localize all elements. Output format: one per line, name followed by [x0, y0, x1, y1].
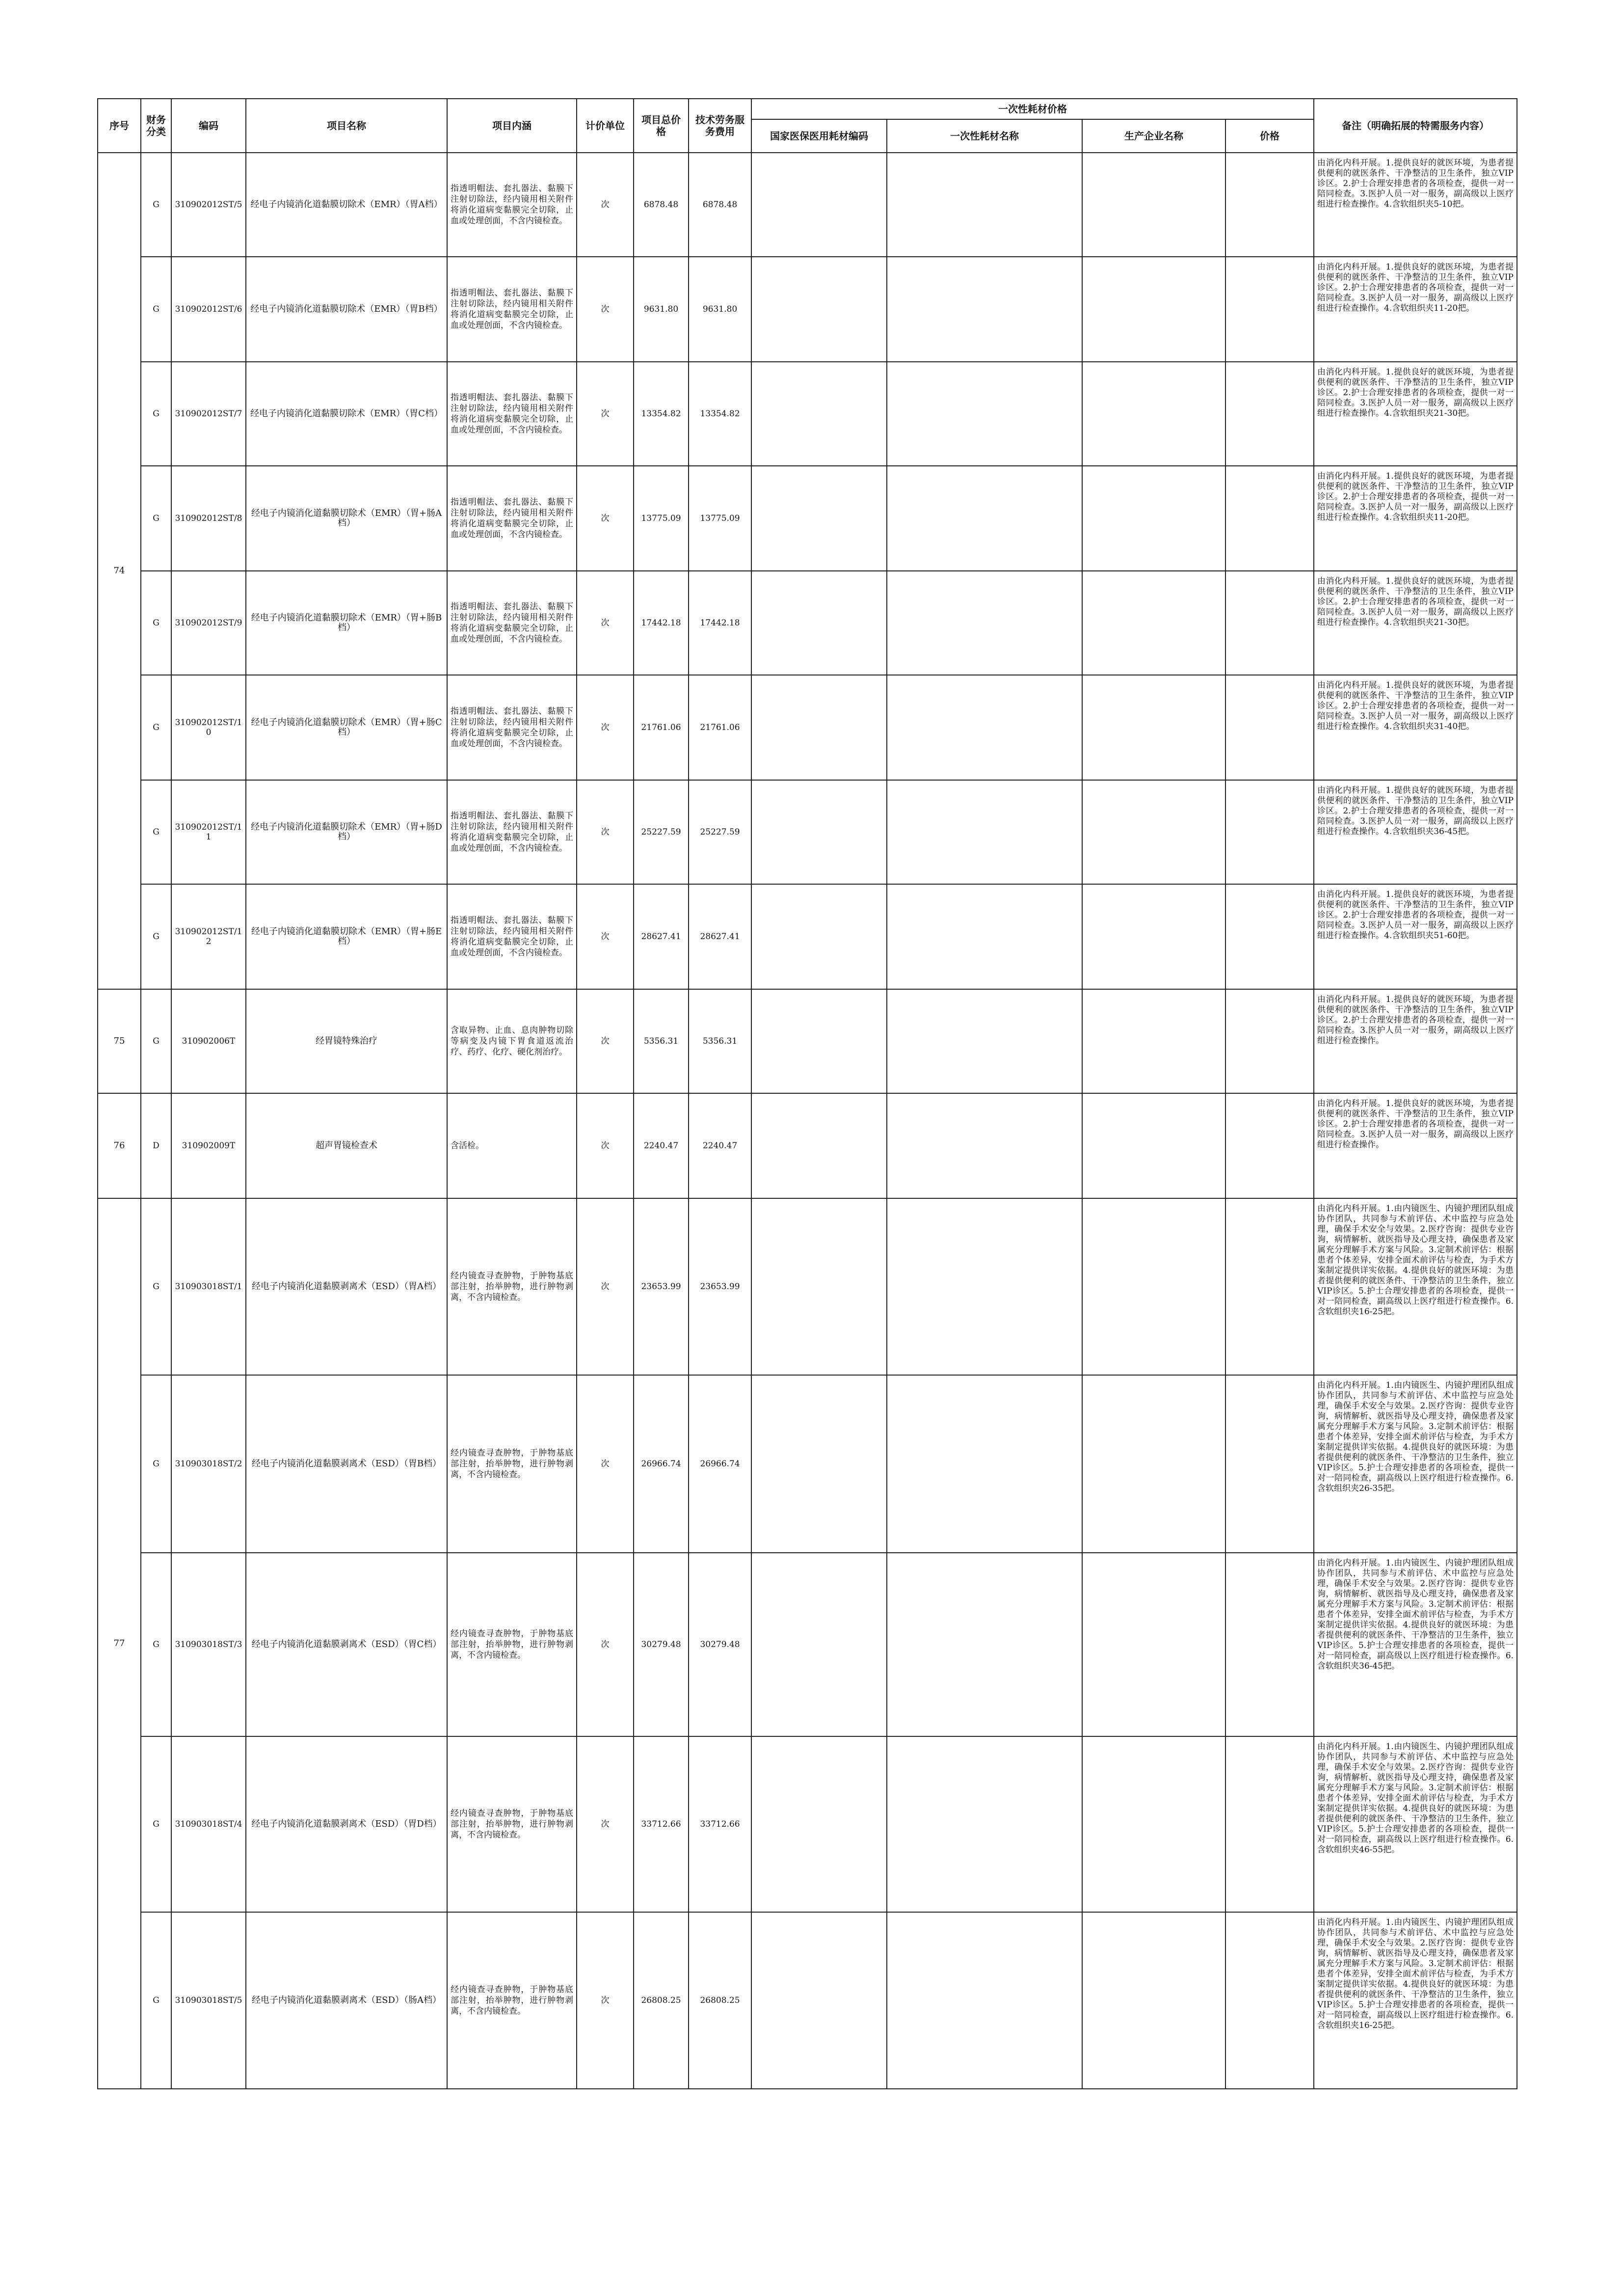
total-price-cell: 30279.48 [634, 1553, 689, 1736]
category-cell: G [141, 1553, 171, 1736]
code-cell: 310902012ST/9 [171, 571, 246, 675]
category-cell: G [141, 1375, 171, 1553]
total-price-cell: 26966.74 [634, 1375, 689, 1553]
consumable-name-cell [887, 466, 1082, 571]
unit-cell: 次 [577, 1912, 634, 2089]
manufacturer-cell [1082, 362, 1225, 466]
content-cell: 指透明帽法、套扎器法、黏膜下注射切除法，经内镜用相关附件将消化道病变黏膜完全切除，止血或处理创面，不含内镜检查。 [447, 153, 577, 257]
table-row [98, 1736, 1517, 1912]
consumable-name-cell [887, 1912, 1082, 2089]
category-cell: G [141, 153, 171, 257]
remark-cell: 由消化内科开展。1.提供良好的就医环境，为患者提供便利的就医条件、干净整洁的卫生条件，独立VIP诊区。2.护士合理安排患者的各项检查，提供一对一陪同检查。3.医护人员一对一服务，副高级以上医疗组进行检查操作。4.含软组织夹31-40把。 [1314, 675, 1517, 780]
price-cell [1225, 571, 1314, 675]
header-unit: 计价单位 [577, 99, 634, 153]
manufacturer-cell [1082, 780, 1225, 884]
category-cell: G [141, 675, 171, 780]
header-manufacturer: 生产企业名称 [1082, 119, 1225, 153]
content-cell: 指透明帽法、套扎器法、黏膜下注射切除法，经内镜用相关附件将消化道病变黏膜完全切除，止血或处理创面，不含内镜检查。 [447, 571, 577, 675]
price-cell [1225, 780, 1314, 884]
unit-cell: 次 [577, 362, 634, 466]
manufacturer-cell [1082, 989, 1225, 1093]
name-cell: 经电子内镜消化道黏膜切除术（EMR）（胃+肠A档） [246, 466, 447, 571]
category-cell: G [141, 1198, 171, 1375]
remark-cell: 由消化内科开展。1.提供良好的就医环境，为患者提供便利的就医条件、干净整洁的卫生条件，独立VIP诊区。2.护士合理安排患者的各项检查，提供一对一陪同检查。3.医护人员一对一服务，副高级以上医疗组进行检查操作。4.含软组织夹5-10把。 [1314, 153, 1517, 257]
unit-cell: 次 [577, 675, 634, 780]
nhsa-code-cell [751, 362, 887, 466]
labor-fee-cell: 26808.25 [689, 1912, 751, 2089]
nhsa-code-cell [751, 1198, 887, 1375]
labor-fee-cell: 5356.31 [689, 989, 751, 1093]
name-cell: 经电子内镜消化道黏膜剥离术（ESD）（肠A档） [246, 1912, 447, 2089]
content-cell: 指透明帽法、套扎器法、黏膜下注射切除法，经内镜用相关附件将消化道病变黏膜完全切除，止血或处理创面，不含内镜检查。 [447, 780, 577, 884]
price-cell [1225, 153, 1314, 257]
price-cell [1225, 1093, 1314, 1198]
unit-cell: 次 [577, 1736, 634, 1912]
consumable-name-cell [887, 153, 1082, 257]
content-cell: 指透明帽法、套扎器法、黏膜下注射切除法，经内镜用相关附件将消化道病变黏膜完全切除，止血或处理创面，不含内镜检查。 [447, 884, 577, 989]
total-price-cell: 25227.59 [634, 780, 689, 884]
unit-cell: 次 [577, 571, 634, 675]
price-table [97, 98, 1517, 2089]
code-cell: 310902012ST/11 [171, 780, 246, 884]
labor-fee-cell: 30279.48 [689, 1553, 751, 1736]
manufacturer-cell [1082, 571, 1225, 675]
nhsa-code-cell [751, 1375, 887, 1553]
code-cell: 310902006T [171, 989, 246, 1093]
header-total-price: 项目总价格 [634, 99, 689, 153]
consumable-name-cell [887, 1093, 1082, 1198]
code-cell: 310903018ST/3 [171, 1553, 246, 1736]
header-name: 项目名称 [246, 99, 447, 153]
table-row [98, 1198, 1517, 1375]
nhsa-code-cell [751, 257, 887, 362]
remark-cell: 由消化内科开展。1.提供良好的就医环境，为患者提供便利的就医条件、干净整洁的卫生条件，独立VIP诊区。2.护士合理安排患者的各项检查，提供一对一陪同检查。3.医护人员一对一服务，副高级以上医疗组进行检查操作。 [1314, 989, 1517, 1093]
manufacturer-cell [1082, 1375, 1225, 1553]
nhsa-code-cell [751, 1912, 887, 2089]
manufacturer-cell [1082, 466, 1225, 571]
consumable-name-cell [887, 1198, 1082, 1375]
labor-fee-cell: 13354.82 [689, 362, 751, 466]
total-price-cell: 5356.31 [634, 989, 689, 1093]
unit-cell: 次 [577, 1375, 634, 1553]
table-row [98, 466, 1517, 571]
table-row [98, 1375, 1517, 1553]
header-category: 财务分类 [141, 99, 171, 153]
remark-cell: 由消化内科开展。1.提供良好的就医环境，为患者提供便利的就医条件、干净整洁的卫生条件，独立VIP诊区。2.护士合理安排患者的各项检查，提供一对一陪同检查。3.医护人员一对一服务，副高级以上医疗组进行检查操作。4.含软组织夹11-20把。 [1314, 466, 1517, 571]
total-price-cell: 6878.48 [634, 153, 689, 257]
consumable-name-cell [887, 571, 1082, 675]
content-cell: 经内镜查寻查肿物，于肿物基底部注射，抬举肿物，进行肿物剥离，不含内镜检查。 [447, 1375, 577, 1553]
labor-fee-cell: 23653.99 [689, 1198, 751, 1375]
price-cell [1225, 257, 1314, 362]
consumable-name-cell [887, 1553, 1082, 1736]
code-cell: 310902012ST/5 [171, 153, 246, 257]
category-cell: G [141, 989, 171, 1093]
code-cell: 310902012ST/12 [171, 884, 246, 989]
table-row [98, 1093, 1517, 1198]
header-consumables-group: 一次性耗材价格 [751, 99, 1314, 119]
seq-cell: 75 [98, 989, 141, 1093]
nhsa-code-cell [751, 884, 887, 989]
name-cell: 经电子内镜消化道黏膜切除术（EMR）（胃+肠B档） [246, 571, 447, 675]
labor-fee-cell: 6878.48 [689, 153, 751, 257]
labor-fee-cell: 17442.18 [689, 571, 751, 675]
nhsa-code-cell [751, 571, 887, 675]
total-price-cell: 13775.09 [634, 466, 689, 571]
remark-cell: 由消化内科开展。1.提供良好的就医环境，为患者提供便利的就医条件、干净整洁的卫生条件，独立VIP诊区。2.护士合理安排患者的各项检查，提供一对一陪同检查。3.医护人员一对一服务，副高级以上医疗组进行检查操作。4.含软组织夹21-30把。 [1314, 362, 1517, 466]
name-cell: 经电子内镜消化道黏膜剥离术（ESD）（胃B档） [246, 1375, 447, 1553]
code-cell: 310902012ST/7 [171, 362, 246, 466]
total-price-cell: 28627.41 [634, 884, 689, 989]
unit-cell: 次 [577, 884, 634, 989]
manufacturer-cell [1082, 257, 1225, 362]
name-cell: 经电子内镜消化道黏膜切除术（EMR）（胃+肠D档） [246, 780, 447, 884]
content-cell: 指透明帽法、套扎器法、黏膜下注射切除法，经内镜用相关附件将消化道病变黏膜完全切除，止血或处理创面，不含内镜检查。 [447, 362, 577, 466]
labor-fee-cell: 13775.09 [689, 466, 751, 571]
consumable-name-cell [887, 780, 1082, 884]
name-cell: 经电子内镜消化道黏膜剥离术（ESD）（胃C档） [246, 1553, 447, 1736]
nhsa-code-cell [751, 1093, 887, 1198]
nhsa-code-cell [751, 780, 887, 884]
header-consumable-name: 一次性耗材名称 [887, 119, 1082, 153]
name-cell: 经电子内镜消化道黏膜切除术（EMR）（胃B档） [246, 257, 447, 362]
content-cell: 含取异物、止血、息肉肿物切除等病变及内镜下胃食道返流治疗、药疗、化疗、硬化剂治疗。 [447, 989, 577, 1093]
remark-cell: 由消化内科开展。1.提供良好的就医环境，为患者提供便利的就医条件、干净整洁的卫生条件，独立VIP诊区。2.护士合理安排患者的各项检查，提供一对一陪同检查。3.医护人员一对一服务，副高级以上医疗组进行检查操作。4.含软组织夹51-60把。 [1314, 884, 1517, 989]
remark-cell: 由消化内科开展。1.提供良好的就医环境，为患者提供便利的就医条件、干净整洁的卫生条件，独立VIP诊区。2.护士合理安排患者的各项检查，提供一对一陪同检查。3.医护人员一对一服务，副高级以上医疗组进行检查操作。4.含软组织夹21-30把。 [1314, 571, 1517, 675]
table-row [98, 884, 1517, 989]
content-cell: 指透明帽法、套扎器法、黏膜下注射切除法，经内镜用相关附件将消化道病变黏膜完全切除，止血或处理创面，不含内镜检查。 [447, 466, 577, 571]
name-cell: 经胃镜特殊治疗 [246, 989, 447, 1093]
table-row [98, 1553, 1517, 1736]
table-row [98, 1912, 1517, 2089]
total-price-cell: 9631.80 [634, 257, 689, 362]
header-price: 价格 [1225, 119, 1314, 153]
content-cell: 经内镜查寻查肿物，于肿物基底部注射，抬举肿物，进行肿物剥离，不含内镜检查。 [447, 1198, 577, 1375]
category-cell: G [141, 1912, 171, 2089]
code-cell: 310903018ST/5 [171, 1912, 246, 2089]
price-cell [1225, 1198, 1314, 1375]
total-price-cell: 17442.18 [634, 571, 689, 675]
unit-cell: 次 [577, 153, 634, 257]
name-cell: 经电子内镜消化道黏膜切除术（EMR）（胃A档） [246, 153, 447, 257]
price-cell [1225, 675, 1314, 780]
labor-fee-cell: 9631.80 [689, 257, 751, 362]
category-cell: G [141, 780, 171, 884]
category-cell: G [141, 571, 171, 675]
remark-cell: 由消化内科开展。1.提供良好的就医环境，为患者提供便利的就医条件、干净整洁的卫生条件，独立VIP诊区。2.护士合理安排患者的各项检查，提供一对一陪同检查。3.医护人员一对一服务，副高级以上医疗组进行检查操作。4.含软组织夹36-45把。 [1314, 780, 1517, 884]
seq-cell: 74 [98, 153, 141, 989]
content-cell: 指透明帽法、套扎器法、黏膜下注射切除法，经内镜用相关附件将消化道病变黏膜完全切除，止血或处理创面，不含内镜检查。 [447, 257, 577, 362]
table-row [98, 257, 1517, 362]
name-cell: 经电子内镜消化道黏膜剥离术（ESD）（胃A档） [246, 1198, 447, 1375]
seq-cell: 76 [98, 1093, 141, 1198]
total-price-cell: 21761.06 [634, 675, 689, 780]
remark-cell: 由消化内科开展。1.由内镜医生、内镜护理团队组成协作团队，共同参与术前评估、术中监控与应急处理，确保手术安全与效果。2.医疗咨询：提供专业咨询，病情解析、就医指导及心理支持，确保患者及家属充分理解手术方案与风险。3.定制术前评估：根据患者个体差异，安排全面术前评估与检查，为手术方案制定提供详实依据。4.提供良好的就医环境：为患者提供便利的就医条件、干净整洁的卫生条件，独立VIP诊区。5.护士合理安排患者的各项检查，提供一对一陪同检查，副高级以上医疗组进行检查操作。6.含软组织夹16-25把。 [1314, 1198, 1517, 1375]
table-row [98, 362, 1517, 466]
manufacturer-cell [1082, 1912, 1225, 2089]
name-cell: 经电子内镜消化道黏膜切除术（EMR）（胃C档） [246, 362, 447, 466]
unit-cell: 次 [577, 989, 634, 1093]
code-cell: 310902012ST/10 [171, 675, 246, 780]
labor-fee-cell: 25227.59 [689, 780, 751, 884]
unit-cell: 次 [577, 1553, 634, 1736]
unit-cell: 次 [577, 257, 634, 362]
content-cell: 经内镜查寻查肿物，于肿物基底部注射，抬举肿物，进行肿物剥离，不含内镜检查。 [447, 1912, 577, 2089]
nhsa-code-cell [751, 989, 887, 1093]
labor-fee-cell: 28627.41 [689, 884, 751, 989]
remark-cell: 由消化内科开展。1.提供良好的就医环境，为患者提供便利的就医条件、干净整洁的卫生条件，独立VIP诊区。2.护士合理安排患者的各项检查，提供一对一陪同检查。3.医护人员一对一服务，副高级以上医疗组进行检查操作。4.含软组织夹11-20把。 [1314, 257, 1517, 362]
category-cell: G [141, 466, 171, 571]
consumable-name-cell [887, 257, 1082, 362]
unit-cell: 次 [577, 780, 634, 884]
nhsa-code-cell [751, 1736, 887, 1912]
price-cell [1225, 1736, 1314, 1912]
header-code: 编码 [171, 99, 246, 153]
manufacturer-cell [1082, 153, 1225, 257]
consumable-name-cell [887, 1375, 1082, 1553]
total-price-cell: 23653.99 [634, 1198, 689, 1375]
consumable-name-cell [887, 884, 1082, 989]
price-cell [1225, 466, 1314, 571]
labor-fee-cell: 33712.66 [689, 1736, 751, 1912]
table-row [98, 675, 1517, 780]
header-content: 项目内涵 [447, 99, 577, 153]
consumable-name-cell [887, 1736, 1082, 1912]
content-cell: 指透明帽法、套扎器法、黏膜下注射切除法，经内镜用相关附件将消化道病变黏膜完全切除，止血或处理创面，不含内镜检查。 [447, 675, 577, 780]
code-cell: 310903018ST/4 [171, 1736, 246, 1912]
consumable-name-cell [887, 675, 1082, 780]
name-cell: 经电子内镜消化道黏膜切除术（EMR）（胃+肠E档） [246, 884, 447, 989]
seq-cell: 77 [98, 1198, 141, 2089]
nhsa-code-cell [751, 1553, 887, 1736]
remark-cell: 由消化内科开展。1.由内镜医生、内镜护理团队组成协作团队，共同参与术前评估、术中监控与应急处理，确保手术安全与效果。2.医疗咨询：提供专业咨询，病情解析、就医指导及心理支持，确保患者及家属充分理解手术方案与风险。3.定制术前评估：根据患者个体差异，安排全面术前评估与检查，为手术方案制定提供详实依据。4.提供良好的就医环境：为患者提供便利的就医条件、干净整洁的卫生条件，独立VIP诊区。5.护士合理安排患者的各项检查，提供一对一陪同检查，副高级以上医疗组进行检查操作。6.含软组织夹36-45把。 [1314, 1553, 1517, 1736]
content-cell: 经内镜查寻查肿物，于肿物基底部注射，抬举肿物，进行肿物剥离，不含内镜检查。 [447, 1736, 577, 1912]
price-cell [1225, 884, 1314, 989]
category-cell: G [141, 257, 171, 362]
name-cell: 经电子内镜消化道黏膜切除术（EMR）（胃+肠C档） [246, 675, 447, 780]
header-remark: 备注（明确拓展的特需服务内容） [1314, 99, 1517, 153]
category-cell: G [141, 362, 171, 466]
price-cell [1225, 1912, 1314, 2089]
content-cell: 含活检。 [447, 1093, 577, 1198]
unit-cell: 次 [577, 1093, 634, 1198]
total-price-cell: 2240.47 [634, 1093, 689, 1198]
remark-cell: 由消化内科开展。1.由内镜医生、内镜护理团队组成协作团队，共同参与术前评估、术中监控与应急处理，确保手术安全与效果。2.医疗咨询：提供专业咨询，病情解析、就医指导及心理支持，确保患者及家属充分理解手术方案与风险。3.定制术前评估：根据患者个体差异，安排全面术前评估与检查，为手术方案制定提供详实依据。4.提供良好的就医环境：为患者提供便利的就医条件、干净整洁的卫生条件，独立VIP诊区。5.护士合理安排患者的各项检查，提供一对一陪同检查，副高级以上医疗组进行检查操作。6.含软组织夹46-55把。 [1314, 1736, 1517, 1912]
labor-fee-cell: 21761.06 [689, 675, 751, 780]
manufacturer-cell [1082, 1198, 1225, 1375]
manufacturer-cell [1082, 675, 1225, 780]
category-cell: D [141, 1093, 171, 1198]
consumable-name-cell [887, 362, 1082, 466]
remark-cell: 由消化内科开展。1.由内镜医生、内镜护理团队组成协作团队，共同参与术前评估、术中监控与应急处理，确保手术安全与效果。2.医疗咨询：提供专业咨询，病情解析、就医指导及心理支持，确保患者及家属充分理解手术方案与风险。3.定制术前评估：根据患者个体差异，安排全面术前评估与检查，为手术方案制定提供详实依据。4.提供良好的就医环境：为患者提供便利的就医条件、干净整洁的卫生条件，独立VIP诊区。5.护士合理安排患者的各项检查，提供一对一陪同检查，副高级以上医疗组进行检查操作。6.含软组织夹26-35把。 [1314, 1375, 1517, 1553]
labor-fee-cell: 2240.47 [689, 1093, 751, 1198]
manufacturer-cell [1082, 1093, 1225, 1198]
code-cell: 310902012ST/8 [171, 466, 246, 571]
price-cell [1225, 1553, 1314, 1736]
price-cell [1225, 989, 1314, 1093]
nhsa-code-cell [751, 466, 887, 571]
total-price-cell: 26808.25 [634, 1912, 689, 2089]
consumable-name-cell [887, 989, 1082, 1093]
manufacturer-cell [1082, 884, 1225, 989]
code-cell: 310902009T [171, 1093, 246, 1198]
nhsa-code-cell [751, 153, 887, 257]
code-cell: 310902012ST/6 [171, 257, 246, 362]
table-row [98, 989, 1517, 1093]
remark-cell: 由消化内科开展。1.提供良好的就医环境，为患者提供便利的就医条件、干净整洁的卫生条件，独立VIP诊区。2.护士合理安排患者的各项检查，提供一对一陪同检查。3.医护人员一对一服务，副高级以上医疗组进行检查操作。 [1314, 1093, 1517, 1198]
labor-fee-cell: 26966.74 [689, 1375, 751, 1553]
total-price-cell: 13354.82 [634, 362, 689, 466]
table-row [98, 571, 1517, 675]
table-row [98, 780, 1517, 884]
code-cell: 310903018ST/1 [171, 1198, 246, 1375]
header-labor-fee: 技术劳务服务费用 [689, 99, 751, 153]
price-cell [1225, 1375, 1314, 1553]
remark-cell: 由消化内科开展。1.由内镜医生、内镜护理团队组成协作团队，共同参与术前评估、术中监控与应急处理，确保手术安全与效果。2.医疗咨询：提供专业咨询，病情解析、就医指导及心理支持，确保患者及家属充分理解手术方案与风险。3.定制术前评估：根据患者个体差异，安排全面术前评估与检查，为手术方案制定提供详实依据。4.提供良好的就医环境：为患者提供便利的就医条件、干净整洁的卫生条件，独立VIP诊区。5.护士合理安排患者的各项检查，提供一对一陪同检查，副高级以上医疗组进行检查操作。6.含软组织夹16-25把。 [1314, 1912, 1517, 2089]
category-cell: G [141, 1736, 171, 1912]
manufacturer-cell [1082, 1553, 1225, 1736]
table-row [98, 153, 1517, 257]
nhsa-code-cell [751, 675, 887, 780]
header-seq: 序号 [98, 99, 141, 153]
name-cell: 经电子内镜消化道黏膜剥离术（ESD）（胃D档） [246, 1736, 447, 1912]
content-cell: 经内镜查寻查肿物，于肿物基底部注射，抬举肿物，进行肿物剥离，不含内镜检查。 [447, 1553, 577, 1736]
header-nhsa-code: 国家医保医用耗材编码 [751, 119, 887, 153]
unit-cell: 次 [577, 1198, 634, 1375]
category-cell: G [141, 884, 171, 989]
manufacturer-cell [1082, 1736, 1225, 1912]
unit-cell: 次 [577, 466, 634, 571]
name-cell: 超声胃镜检查术 [246, 1093, 447, 1198]
price-cell [1225, 362, 1314, 466]
total-price-cell: 33712.66 [634, 1736, 689, 1912]
code-cell: 310903018ST/2 [171, 1375, 246, 1553]
